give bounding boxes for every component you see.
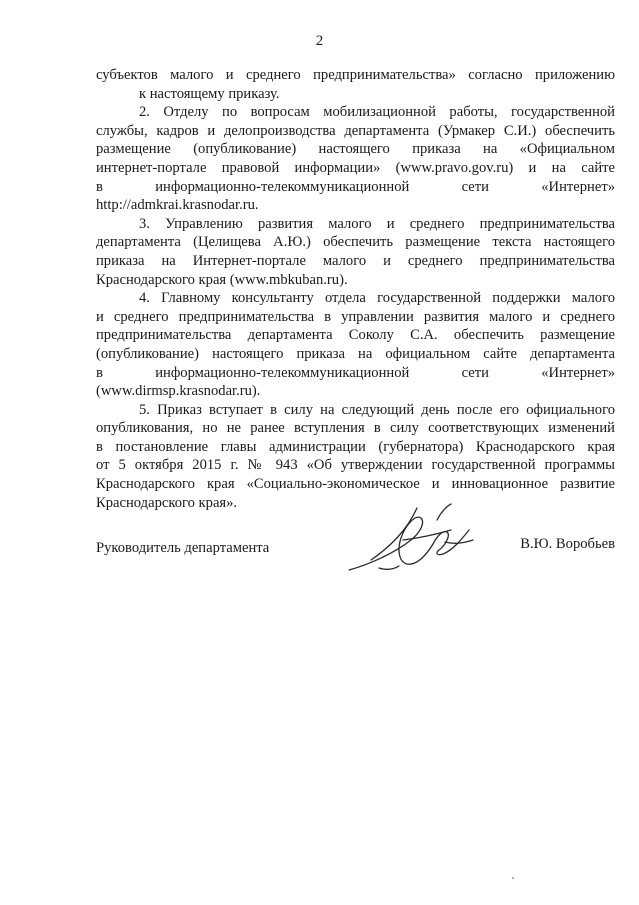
paragraph-3-line-1: 3. Управлению развития малого и среднего предпринимательства (139, 215, 615, 232)
paragraph-2-line-1: 2. Отделу по вопросам мобилизационной работы, государственной (139, 104, 615, 121)
paragraph-5-line-1: 5. Приказ вступает в силу на следующий день после его официального (139, 401, 615, 418)
signature-block (96, 536, 615, 596)
paragraph-4-line-2: и среднего предпринимательства в управлении развития малого и среднего (96, 308, 615, 325)
paragraph-1-line-2: к настоящему приказу. (139, 85, 280, 102)
paragraph-3-line-4: Краснодарского края (www.mbkuban.ru). (96, 271, 348, 288)
document-body (96, 66, 615, 512)
paragraph-3-line-3: приказа на Интернет-портале малого и среднего предпринимательства (96, 252, 615, 269)
signatory-position: Руководитель департамента (96, 540, 270, 556)
handwritten-signature (341, 500, 491, 580)
paragraph-2-line-2: службы, кадров и делопроизводства департамента (Урмакер С.И.) обеспечить (96, 122, 615, 139)
paragraph-5-line-4: от 5 октября 2015 г. № 943 «Об утверждении государственной программы (96, 457, 615, 474)
signatory-name: В.Ю. Воробьев (520, 536, 615, 552)
paragraph-2-line-6: http://admkrai.krasnodar.ru. (96, 197, 259, 214)
paragraph-2-line-3: размещение (опубликование) настоящего приказа на «Официальном (96, 141, 615, 158)
paragraph-5-line-5: Краснодарского края «Социально-экономическое и инновационное развитие (96, 476, 615, 493)
paragraph-5-line-2: опубликования, но не ранее вступления в силу соответствующих изменений (96, 420, 615, 437)
paragraph-5-line-6: Краснодарского края». (96, 494, 238, 511)
paragraph-4-line-5: в информационно-телекоммуникационной сети «Интернет» (96, 364, 615, 381)
page-number: 2 (315, 33, 324, 49)
paragraph-4-line-1: 4. Главному консультанту отдела государственной поддержки малого (139, 290, 615, 307)
paragraph-3-line-2: департамента (Целищева А.Ю.) обеспечить размещение текста настоящего (96, 234, 615, 251)
paragraph-2-line-5: в информационно-телекоммуникационной сети «Интернет» (96, 178, 615, 195)
scan-speck (512, 877, 514, 879)
paragraph-2-line-4: интернет-портале правовой информации» (www.pravo.gov.ru) и на сайте (96, 159, 615, 176)
paragraph-4-line-3: предпринимательства департамента Соколу С.А. обеспечить размещение (96, 327, 615, 344)
paragraph-4-line-6: (www.dirmsp.krasnodar.ru). (96, 383, 261, 400)
paragraph-1-line-1: субъектов малого и среднего предпринимательства» согласно приложению (96, 67, 615, 83)
paragraph-5-line-3: в постановление главы администрации (губернатора) Краснодарского края (96, 438, 615, 455)
paragraph-4-line-4: (опубликование) настоящего приказа на официальном сайте департамента (96, 345, 615, 362)
